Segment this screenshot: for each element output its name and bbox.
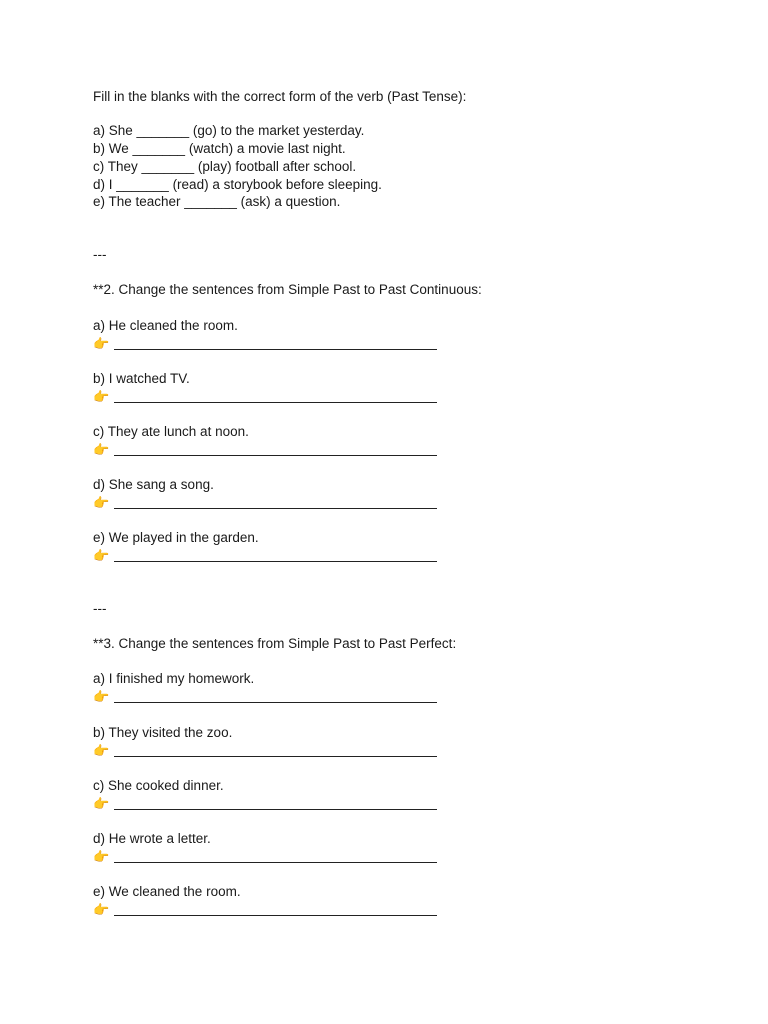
- section1-item-d: d) I _______ (read) a storybook before sleeping.: [93, 177, 382, 192]
- section2-item-a: a) He cleaned the room.: [93, 318, 238, 333]
- section1-item-a: a) She _______ (go) to the market yesterday.: [93, 123, 365, 138]
- section2-item-d: d) She sang a song.: [93, 477, 214, 492]
- pointing-hand-icon: 👉: [93, 336, 110, 351]
- separator-2: ---: [93, 601, 107, 616]
- pointing-hand-icon: 👉: [93, 442, 110, 457]
- section3-item-e: e) We cleaned the room.: [93, 884, 241, 899]
- pointing-hand-icon: 👉: [93, 796, 110, 811]
- section1-item-b: b) We _______ (watch) a movie last night.: [93, 141, 346, 156]
- answer-line[interactable]: [93, 388, 443, 406]
- pointing-hand-icon: 👉: [93, 902, 110, 917]
- pointing-hand-icon: 👉: [93, 743, 110, 758]
- section2-item-c: c) They ate lunch at noon.: [93, 424, 249, 439]
- answer-line[interactable]: [93, 441, 443, 459]
- section3-heading: **3. Change the sentences from Simple Past to Past Perfect:: [93, 636, 457, 651]
- section3-item-b: b) They visited the zoo.: [93, 725, 233, 740]
- pointing-hand-icon: 👉: [93, 548, 110, 563]
- answer-underline: [114, 756, 437, 757]
- section2-item-e: e) We played in the garden.: [93, 530, 259, 545]
- pointing-hand-icon: 👉: [93, 689, 110, 704]
- answer-underline: [114, 702, 437, 703]
- answer-line[interactable]: [93, 795, 443, 813]
- answer-line[interactable]: [93, 742, 443, 760]
- answer-underline: [114, 915, 437, 916]
- answer-underline: [114, 402, 437, 403]
- section3-item-d: d) He wrote a letter.: [93, 831, 211, 846]
- answer-line[interactable]: [93, 494, 443, 512]
- answer-underline: [114, 508, 437, 509]
- pointing-hand-icon: 👉: [93, 495, 110, 510]
- section3-item-c: c) She cooked dinner.: [93, 778, 224, 793]
- answer-underline: [114, 455, 437, 456]
- answer-line[interactable]: [93, 335, 443, 353]
- section3-item-a: a) I finished my homework.: [93, 671, 255, 686]
- section1-item-c: c) They _______ (play) football after school.: [93, 159, 357, 174]
- answer-underline: [114, 561, 437, 562]
- answer-line[interactable]: [93, 848, 443, 866]
- section2-heading: **2. Change the sentences from Simple Past to Past Continuous:: [93, 282, 482, 297]
- section1-instruction: Fill in the blanks with the correct form of the verb (Past Tense):: [93, 89, 467, 104]
- section2-item-b: b) I watched TV.: [93, 371, 190, 386]
- separator-1: ---: [93, 247, 107, 262]
- pointing-hand-icon: 👉: [93, 389, 110, 404]
- section1-item-e: e) The teacher _______ (ask) a question.: [93, 194, 341, 209]
- answer-line[interactable]: [93, 901, 443, 919]
- answer-underline: [114, 349, 437, 350]
- answer-line[interactable]: [93, 547, 443, 565]
- answer-underline: [114, 862, 437, 863]
- answer-underline: [114, 809, 437, 810]
- pointing-hand-icon: 👉: [93, 849, 110, 864]
- answer-line[interactable]: [93, 688, 443, 706]
